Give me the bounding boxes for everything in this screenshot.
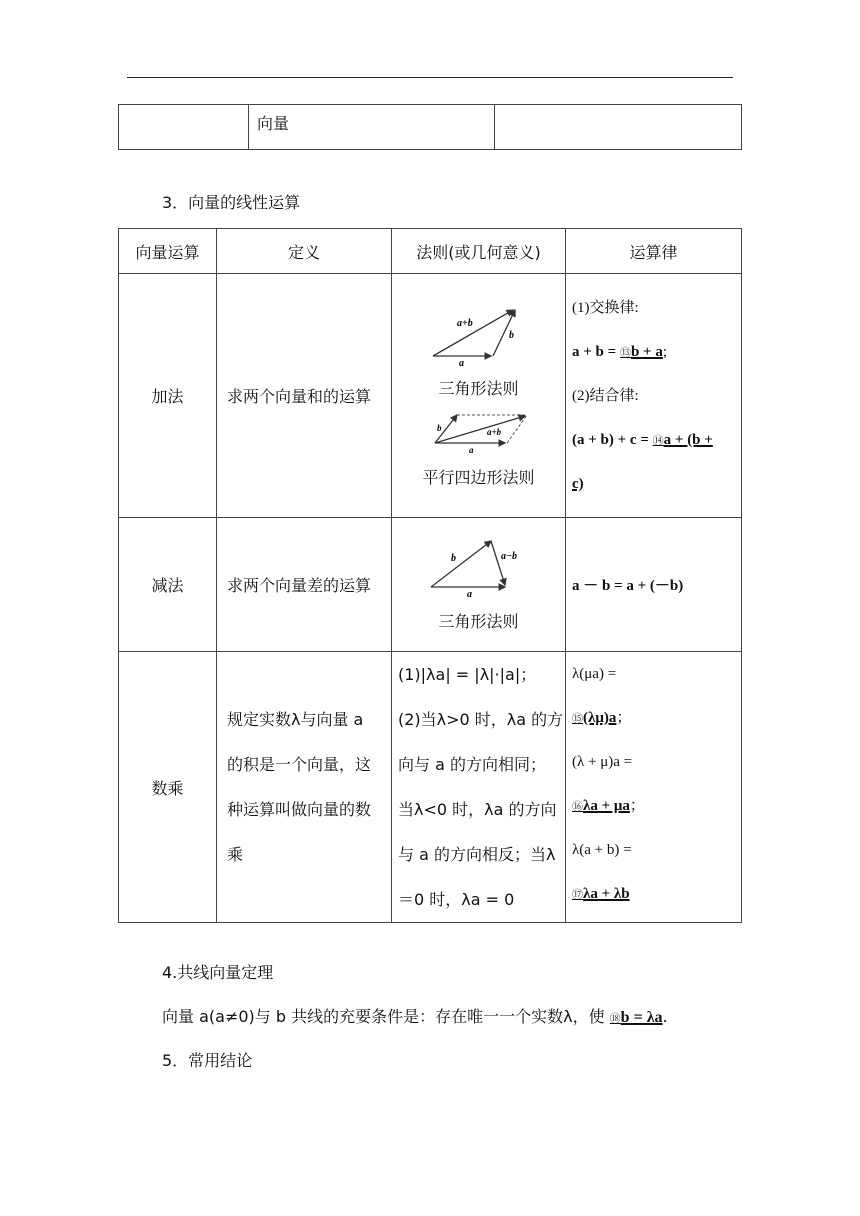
scalar-def-line: 规定实数λ与向量 a bbox=[227, 710, 364, 729]
top-table-fragment bbox=[118, 104, 742, 150]
addition-name: 加法 bbox=[119, 274, 217, 518]
scalar-law-2: (λ + μ)a = bbox=[572, 754, 633, 770]
answer-18: b = λa bbox=[620, 1009, 663, 1026]
answer-16: λa + μa bbox=[583, 798, 630, 814]
addition-definition: 求两个向量和的运算 bbox=[217, 274, 392, 518]
triangle-rule-figure bbox=[429, 304, 529, 366]
section3-title: 3．向量的线性运算 bbox=[162, 193, 301, 212]
table-header-row bbox=[119, 229, 742, 274]
section5-title: 5．常用结论 bbox=[162, 1051, 253, 1070]
header-laws: 运算律 bbox=[566, 229, 742, 274]
scalar-law-2-answer: ⑯λa + μa； bbox=[572, 798, 645, 814]
subtraction-name: 减法 bbox=[119, 518, 217, 652]
scalar-rule bbox=[392, 652, 566, 923]
associative-title: (2)结合律: bbox=[572, 388, 639, 404]
answer-13: b + a bbox=[630, 344, 663, 360]
addition-rules bbox=[392, 274, 566, 518]
parallelogram-rule-figure bbox=[429, 405, 529, 455]
associative-law-cont: c) bbox=[572, 476, 584, 492]
top-cell-empty-2 bbox=[495, 105, 742, 150]
scalar-def-line: 乘 bbox=[227, 845, 244, 864]
subtraction-rule bbox=[392, 518, 566, 652]
scalar-laws bbox=[566, 652, 742, 923]
header-definition: 定义 bbox=[217, 229, 392, 274]
answer-17: λa + λb bbox=[583, 886, 630, 902]
scalar-rule-line: (1)|λa| = |λ|·|a|； bbox=[398, 665, 537, 684]
fig2-label-a: a bbox=[468, 444, 473, 455]
fig2-label-b: b bbox=[436, 422, 441, 433]
subtraction-triangle-figure bbox=[429, 537, 529, 599]
scalar-law-1-answer: ⑮(λμ)a； bbox=[572, 710, 632, 726]
parallelogram-rule-caption: 平行四边形法则 bbox=[422, 467, 535, 487]
subtraction-definition: 求两个向量差的运算 bbox=[217, 518, 392, 652]
addition-row bbox=[119, 274, 742, 518]
answer-15: (λμ)a bbox=[583, 710, 617, 726]
scalar-rule-line: ＝0 时，λa = 0 bbox=[398, 890, 515, 909]
fig1-label-b: b bbox=[508, 329, 514, 341]
scalar-definition bbox=[217, 652, 392, 923]
answer-14: a + (b + bbox=[663, 432, 713, 448]
scalar-name: 数乘 bbox=[119, 652, 217, 923]
scalar-law-3: λ(a + b) = bbox=[572, 842, 632, 858]
linear-operations-table bbox=[118, 228, 742, 923]
fig3-label-a: a bbox=[466, 589, 472, 599]
commutative-title: (1)交换律: bbox=[572, 300, 639, 316]
triangle-rule-caption: 三角形法则 bbox=[438, 378, 519, 398]
subtraction-law: a － b = a + (－b) bbox=[566, 518, 742, 652]
top-cell-vector: 向量 bbox=[249, 105, 495, 150]
scalar-def-line: 的积是一个向量，这 bbox=[227, 755, 372, 774]
fig1-label-sum: a+b bbox=[456, 317, 473, 329]
subtraction-rule-caption: 三角形法则 bbox=[438, 612, 519, 631]
section4-title: 4.共线向量定理 bbox=[162, 963, 274, 982]
fig3-label-diff: a−b bbox=[500, 551, 517, 562]
header-rule bbox=[127, 77, 733, 78]
associative-law: (a + b) + c = ⑭a + (b + bbox=[572, 432, 713, 448]
header-operation: 向量运算 bbox=[119, 229, 217, 274]
scalar-row bbox=[119, 652, 742, 923]
scalar-law-3-answer: ⑰λa + λb bbox=[572, 886, 630, 902]
header-rule: 法则(或几何意义) bbox=[392, 229, 566, 274]
subtraction-row bbox=[119, 518, 742, 652]
fig1-label-a: a bbox=[458, 357, 464, 366]
collinear-theorem-text: 向量 a(a≠0)与 b 共线的充要条件是：存在唯一一个实数λ，使 ⑱b = λa. bbox=[162, 1007, 668, 1026]
scalar-rule-line: 当λ<0 时，λa 的方向 bbox=[398, 800, 557, 819]
scalar-rule-line: 与 a 的方向相反；当λ bbox=[398, 845, 556, 864]
fig3-label-b: b bbox=[450, 553, 456, 564]
scalar-def-line: 种运算叫做向量的数 bbox=[227, 800, 372, 819]
scalar-rule-line: (2)当λ>0 时，λa 的方 bbox=[398, 710, 564, 729]
top-cell-empty-1 bbox=[119, 105, 249, 150]
addition-laws bbox=[566, 274, 742, 518]
fig2-label-sum: a+b bbox=[486, 426, 501, 437]
scalar-law-1: λ(μa) = bbox=[572, 666, 617, 682]
commutative-law: a + b = ⑬b + a; bbox=[572, 344, 667, 360]
scalar-rule-line: 向与 a 的方向相同； bbox=[398, 755, 546, 774]
